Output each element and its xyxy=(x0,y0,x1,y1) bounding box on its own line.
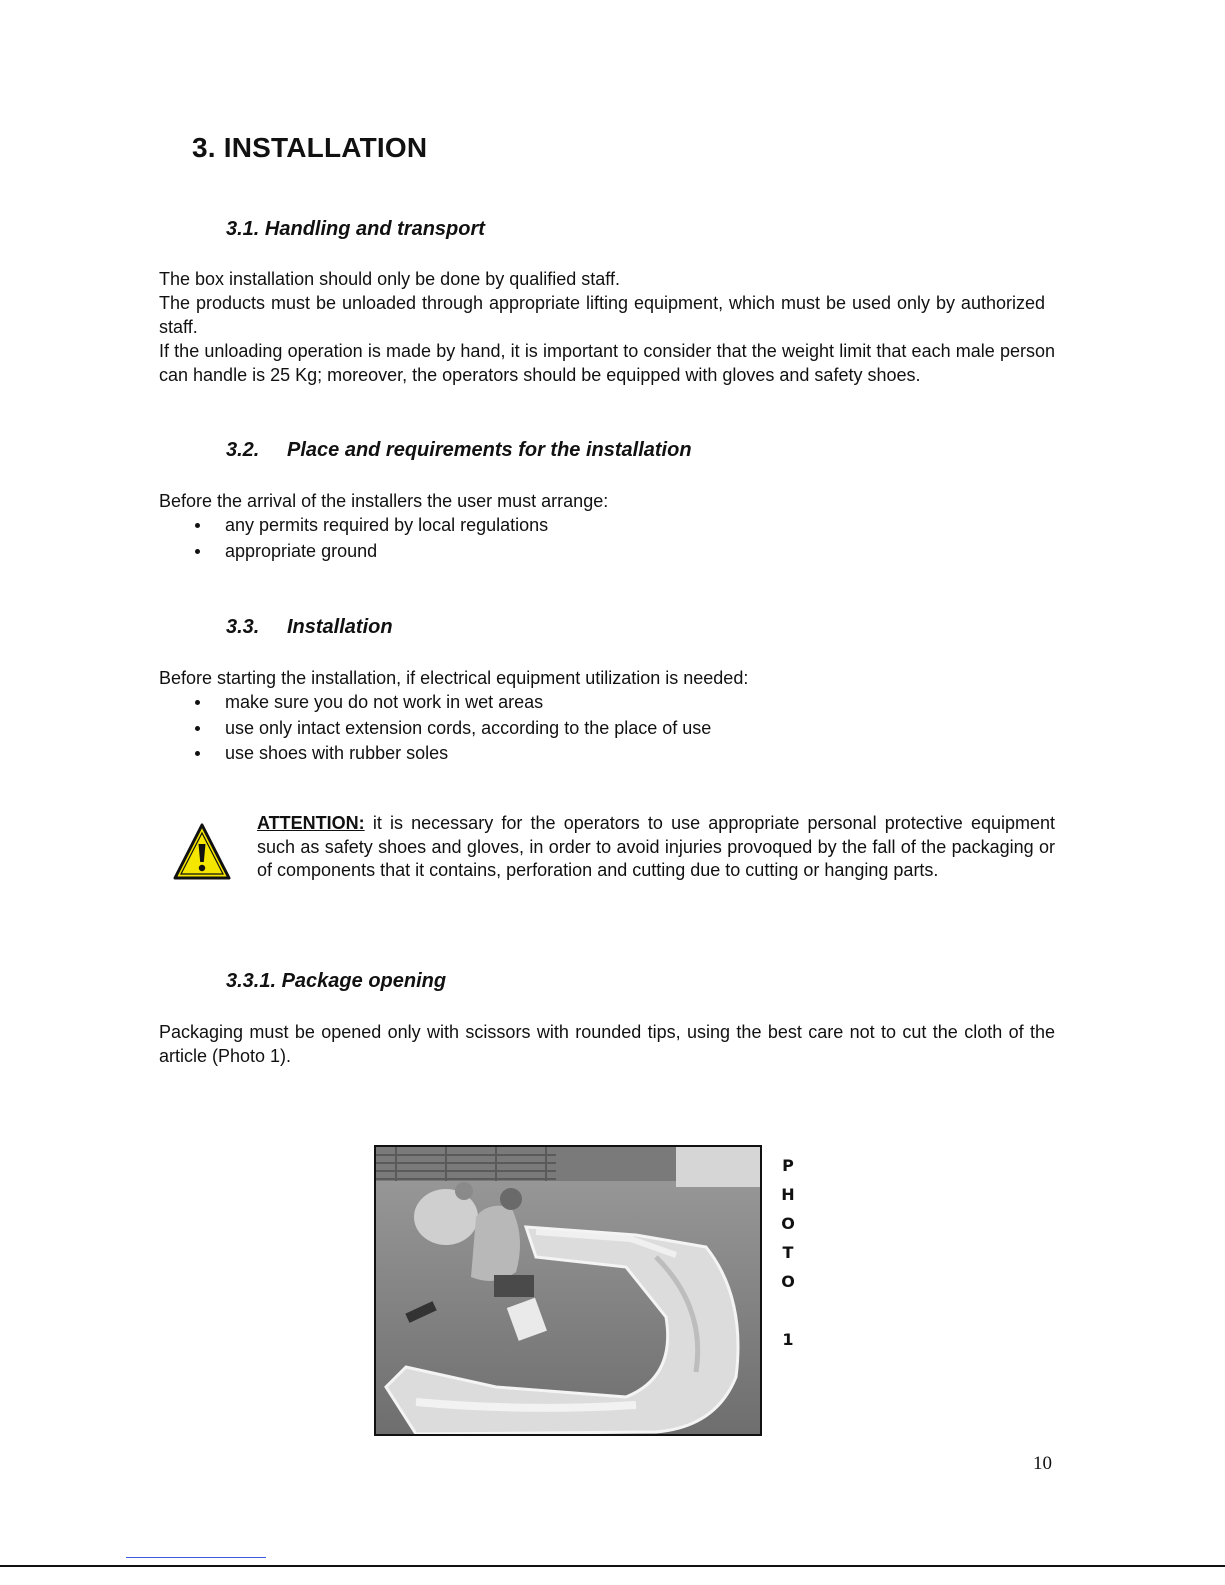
section-3-3-1-body: Packaging must be opened only with scissors with rounded tips, using the best care not to cut the cloth of the article (Photo 1). xyxy=(159,1022,1055,1066)
list-item: any permits required by local regulations xyxy=(159,513,548,539)
section-number: 3. xyxy=(192,132,216,163)
warning-triangle-icon xyxy=(172,822,232,882)
heading-number: 3.3. xyxy=(226,616,260,638)
heading-text: Installation xyxy=(287,616,393,638)
paragraph-line: If the unloading operation is made by hand, it is important to consider that the weight limit that each male person can handle is 25 Kg; moreover, the operators should be equipped with gloves and safety shoes. xyxy=(159,341,1055,385)
heading-3-2 xyxy=(226,439,692,462)
section-3-3-list xyxy=(159,690,711,767)
section-3-2-list xyxy=(159,513,548,564)
caption-letter: P xyxy=(782,1156,794,1175)
section-3-2-intro: Before the arrival of the installers the user must arrange: xyxy=(159,491,609,511)
photo-1-caption xyxy=(778,1151,798,1354)
attention-note xyxy=(257,812,1055,883)
list-item: use shoes with rubber soles xyxy=(159,741,711,767)
attention-label: ATTENTION: xyxy=(257,813,365,833)
heading-3-3 xyxy=(226,616,393,639)
paragraph-line: The box installation should only be done by qualified staff. xyxy=(159,269,620,289)
caption-letter: O xyxy=(781,1272,795,1291)
heading-number: 3.2. xyxy=(226,439,260,461)
heading-3-3-1: 3.3.1. Package opening xyxy=(226,970,447,992)
section-title-text: INSTALLATION xyxy=(223,132,428,163)
page-bottom-rule xyxy=(0,1565,1225,1567)
footnote-separator xyxy=(126,1557,266,1558)
caption-letter xyxy=(778,1296,798,1325)
attention-text: it is necessary for the operators to use appropriate personal protective equipment such as safety shoes and gloves, in order to avoid injuries provoqued by the fall of the packaging or of components that it contains, perforation and cutting due to cutting or hanging parts. xyxy=(257,813,1055,880)
section-3-1-body xyxy=(159,267,1055,387)
heading-text: Place and requirements for the installation xyxy=(287,439,692,461)
caption-letter: O xyxy=(781,1214,795,1233)
paragraph-line: The products must be unloaded through appropriate lifting equipment, which must be used only by authorized staff. xyxy=(159,293,1045,337)
list-item: appropriate ground xyxy=(159,539,548,565)
photo-1 xyxy=(374,1145,762,1436)
caption-letter: H xyxy=(781,1185,795,1204)
page-number: 10 xyxy=(1033,1453,1052,1474)
list-item: make sure you do not work in wet areas xyxy=(159,690,711,716)
caption-letter: T xyxy=(782,1243,794,1262)
caption-letter: 1 xyxy=(782,1330,794,1349)
heading-3-1: 3.1. Handling and transport xyxy=(226,218,485,240)
section-title xyxy=(192,132,427,164)
list-item: use only intact extension cords, according to the place of use xyxy=(159,716,711,742)
section-3-3-intro: Before starting the installation, if electrical equipment utilization is needed: xyxy=(159,668,749,688)
